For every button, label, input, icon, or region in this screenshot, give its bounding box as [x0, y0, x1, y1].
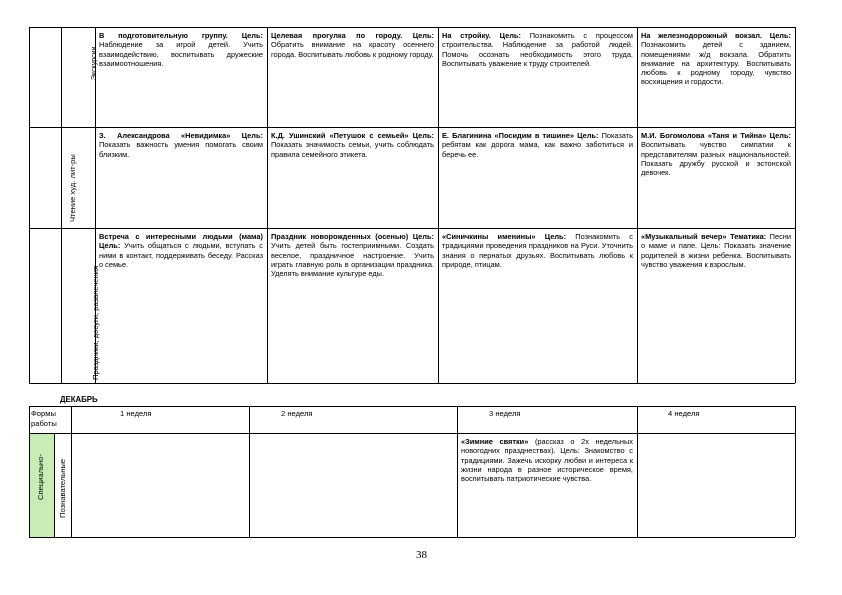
- goal-label: Цель:: [412, 131, 434, 140]
- grid-line: [457, 406, 458, 537]
- grid-line: [29, 383, 795, 384]
- row-label-reading: Чтение худ. лит-ры: [68, 154, 77, 222]
- cell-title: «Синичкины именины»: [442, 232, 536, 241]
- cell-r2-c4: [641, 131, 791, 177]
- cell-text: Воспитывать чувство симпатии к представителям разных национальностей. Показать дружбу русской и эстонской девочек.: [641, 140, 791, 178]
- cell-title: М.И. Богомолова «Таня и Тийна»: [641, 131, 767, 140]
- month-heading: ДЕКАБРЬ: [60, 395, 98, 404]
- grid-line: [54, 433, 55, 537]
- goal-label: Цель:: [412, 232, 434, 241]
- goal-label: Цель:: [499, 31, 521, 40]
- grid-line: [249, 406, 250, 537]
- grid-line: [438, 27, 439, 383]
- cell-text: Наблюдение за игрой детей. Учить взаимодействию, воспитывать дружеские взаимоотношения.: [99, 40, 263, 68]
- goal-label: Тематика:: [730, 232, 767, 241]
- cell-r2-c3: [442, 131, 633, 159]
- cell-title: Е. Благинина «Посидим в тишине»: [442, 131, 575, 140]
- cell-text: (рассказ о 2х недельных новогодних празднествах). Цель: Знакомство с традициями. Зажечь искорку любви и интереса к жизни народа в разное историческое время, воспитывать патриотические чувства.: [461, 437, 633, 484]
- grid-line: [61, 27, 62, 383]
- week-4-header: 4 неделя: [668, 409, 700, 418]
- cell-text: Показать важность умения помогать своим близким.: [99, 140, 263, 159]
- cell-title: З. Александрова «Невидимка»: [99, 131, 231, 140]
- grid-line: [267, 27, 268, 383]
- grid-line: [795, 27, 796, 383]
- grid-line: [29, 433, 795, 434]
- goal-label: Цель:: [769, 131, 791, 140]
- page-number: 38: [416, 549, 427, 561]
- cell-r3-c3: [442, 232, 633, 269]
- cell-text: Познакомить с традициями проведения праздников на Руси. Уточнить знания о пернатых друзьях. Воспитывать любовь к природе, птицам.: [442, 232, 633, 269]
- cell-text: Учить общаться с людьми, вступать с ними в контакт, поддерживать беседу. Рассказ о семье.: [99, 241, 263, 269]
- goal-label: Цель:: [544, 232, 567, 241]
- cell-title: Праздник новорожденных (осенью): [271, 232, 409, 241]
- cell-text: Учить детей быть гостеприимными. Создать веселое, праздничное настроение. Учить играть главную роль в организации праздника. Уделять внимание культуре еды.: [271, 241, 434, 279]
- row-label-cognitive: Познавательные: [58, 458, 67, 518]
- cell-title: Встреча с интересными людьми (мама): [99, 232, 263, 241]
- grid-line: [71, 406, 72, 537]
- cell-r2-c1: [99, 131, 263, 159]
- goal-label: Цель:: [241, 131, 263, 140]
- cell-text: Познакомить детей с зданием, помещениями ж/д вокзала. Обратить внимание на архитектуру. Воспитывать любовь к родному городу, чувство восхищения и гордости.: [641, 40, 791, 87]
- cell-text: Песни о маме и папе. Цель: Показать значение родителей в жизни ребенка. Воспитывать чувство уважения к взрослым.: [641, 232, 791, 269]
- cell-text: Показать ребятам как дорога мама, как важно заботиться и беречь ее.: [442, 131, 633, 159]
- grid-line: [29, 127, 795, 128]
- cell-title: «Музыкальный вечер»: [641, 232, 727, 241]
- goal-label: Цель:: [577, 131, 599, 140]
- cell-r3-c1: [99, 232, 263, 269]
- week-1-header: 1 неделя: [120, 409, 152, 418]
- goal-label: Цель:: [412, 31, 434, 40]
- cell-r2-c2: [271, 131, 434, 159]
- forms-of-work-label: Формы работы: [31, 409, 57, 428]
- grid-line: [637, 406, 638, 537]
- week-3-cell: [461, 437, 633, 483]
- week-2-header: 2 неделя: [281, 409, 313, 418]
- grid-line: [637, 27, 638, 383]
- cell-text: Обратить внимание на красоту осеннего города. Воспитывать любовь к родному городу.: [271, 40, 434, 59]
- cell-r3-c4: [641, 232, 791, 269]
- grid-line: [795, 406, 796, 537]
- row-label-special: Специально-: [36, 454, 45, 500]
- goal-label: Цель:: [99, 241, 121, 251]
- week-3-header: 3 неделя: [489, 409, 521, 418]
- cell-title: «Зимние святки»: [461, 437, 529, 446]
- grid-line: [29, 537, 795, 538]
- cell-r1-c4: [641, 31, 791, 87]
- goal-label: Цель:: [769, 31, 791, 40]
- grid-line: [29, 27, 30, 383]
- cell-title: На стройку.: [442, 31, 491, 40]
- cell-title: На железнодорожный вокзал.: [641, 31, 763, 40]
- cell-r1-c1: [99, 31, 263, 68]
- grid-line: [29, 27, 795, 28]
- cell-title: В подготовительную группу.: [99, 31, 228, 40]
- row-label-excursions: Экскурсии: [91, 46, 98, 80]
- goal-label: Цель:: [241, 31, 263, 40]
- cell-text: Познакомить с процессом строительства. Наблюдение за работой людей. Помочь осознать необходимость этого труда. Воспитывать уважение к труду строителей.: [442, 31, 633, 68]
- cell-title: К.Д. Ушинский «Петушок с семьей»: [271, 131, 409, 140]
- grid-line: [29, 406, 795, 407]
- cell-title: Целевая прогулка по городу.: [271, 31, 403, 40]
- row-label-holidays: Праздники, досуги, развлечения: [91, 265, 100, 380]
- cell-text: Показать значимость семьи, учить соблюдать правила семейного этикета.: [271, 140, 434, 159]
- cell-r1-c2: [271, 31, 434, 59]
- cell-r3-c2: [271, 232, 434, 278]
- cell-r1-c3: [442, 31, 633, 68]
- grid-line: [29, 228, 795, 229]
